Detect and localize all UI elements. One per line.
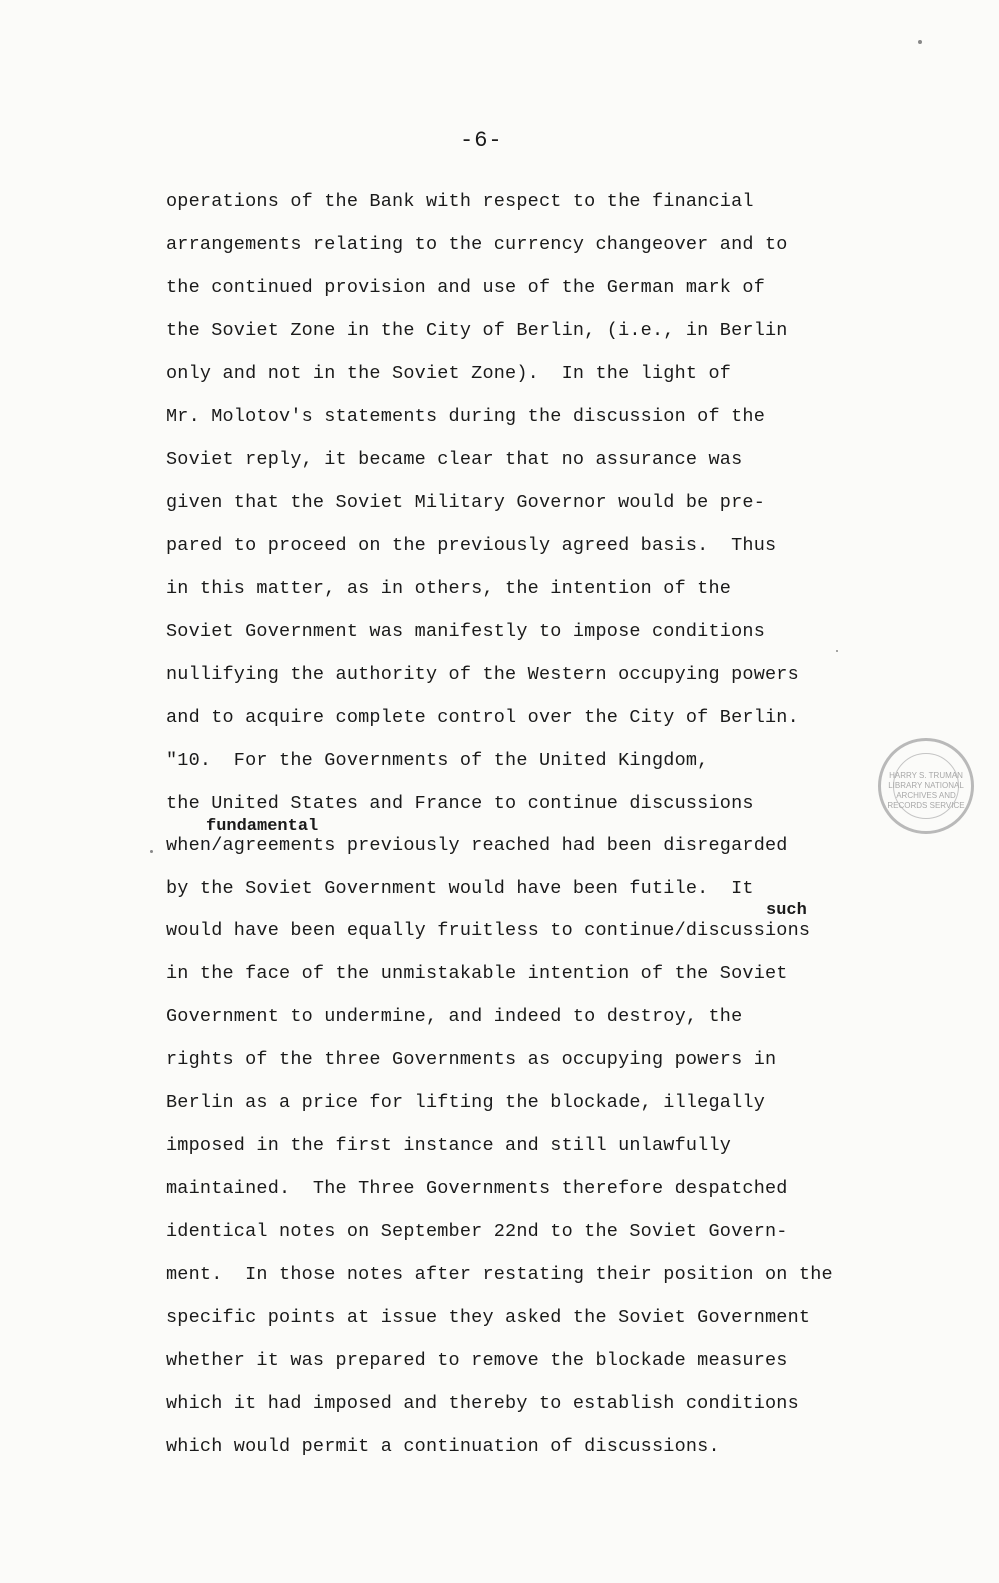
- text-line-8: given that the Soviet Military Governor would be pre-: [166, 492, 765, 513]
- text-line-7: Soviet reply, it became clear that no assurance was: [166, 449, 743, 470]
- text-line-9: pared to proceed on the previously agreed basis. Thus: [166, 535, 777, 556]
- text-line-28: whether it was prepared to remove the blockade measures: [166, 1350, 788, 1371]
- text-line-17: by the Soviet Government would have been futile. It: [166, 878, 754, 899]
- text-line-27: specific points at issue they asked the Soviet Government: [166, 1307, 811, 1328]
- text-line-30: which would permit a continuation of discussions.: [166, 1436, 720, 1457]
- inserted-word-such: such: [766, 901, 807, 920]
- paper-speck: [918, 40, 922, 44]
- text-line-16: when/agreements previously reached had been disregarded: [166, 835, 788, 856]
- text-line-14: "10. For the Governments of the United Kingdom,: [166, 750, 709, 771]
- text-line-18: would have been equally fruitless to continue/discussions: [166, 920, 811, 941]
- text-line-13: and to acquire complete control over the City of Berlin.: [166, 707, 799, 728]
- text-line-21: rights of the three Governments as occupying powers in: [166, 1049, 777, 1070]
- paper-speck: [836, 650, 838, 652]
- text-line-25: identical notes on September 22nd to the Soviet Govern-: [166, 1221, 788, 1242]
- text-line-6: Mr. Molotov's statements during the discussion of the: [166, 406, 765, 427]
- text-line-10: in this matter, as in others, the intention of the: [166, 578, 732, 599]
- paper-speck: [150, 850, 153, 853]
- text-line-29: which it had imposed and thereby to establish conditions: [166, 1393, 799, 1414]
- text-line-11: Soviet Government was manifestly to impose conditions: [166, 621, 765, 642]
- text-line-19: in the face of the unmistakable intention of the Soviet: [166, 963, 788, 984]
- text-line-4: the Soviet Zone in the City of Berlin, (i.e., in Berlin: [166, 320, 788, 341]
- text-line-3: the continued provision and use of the German mark of: [166, 277, 765, 298]
- text-line-26: ment. In those notes after restating their position on the: [166, 1264, 833, 1285]
- text-line-1: operations of the Bank with respect to the financial: [166, 191, 754, 212]
- text-line-15: the United States and France to continue discussions: [166, 793, 754, 814]
- text-line-22: Berlin as a price for lifting the blockade, illegally: [166, 1092, 765, 1113]
- text-line-5: only and not in the Soviet Zone). In the light of: [166, 363, 732, 384]
- text-line-23: imposed in the first instance and still unlawfully: [166, 1135, 732, 1156]
- archive-stamp-text: HARRY S. TRUMAN LIBRARY NATIONAL ARCHIVES AND RECORDS SERVICE: [887, 771, 965, 810]
- text-line-12: nullifying the authority of the Western occupying powers: [166, 664, 799, 685]
- text-line-20: Government to undermine, and indeed to destroy, the: [166, 1006, 743, 1027]
- text-line-2: arrangements relating to the currency changeover and to: [166, 234, 788, 255]
- text-line-24: maintained. The Three Governments therefore despatched: [166, 1178, 788, 1199]
- inserted-word-fundamental: fundamental: [206, 817, 319, 836]
- archive-stamp: [878, 738, 974, 834]
- page-number: -6-: [460, 128, 503, 153]
